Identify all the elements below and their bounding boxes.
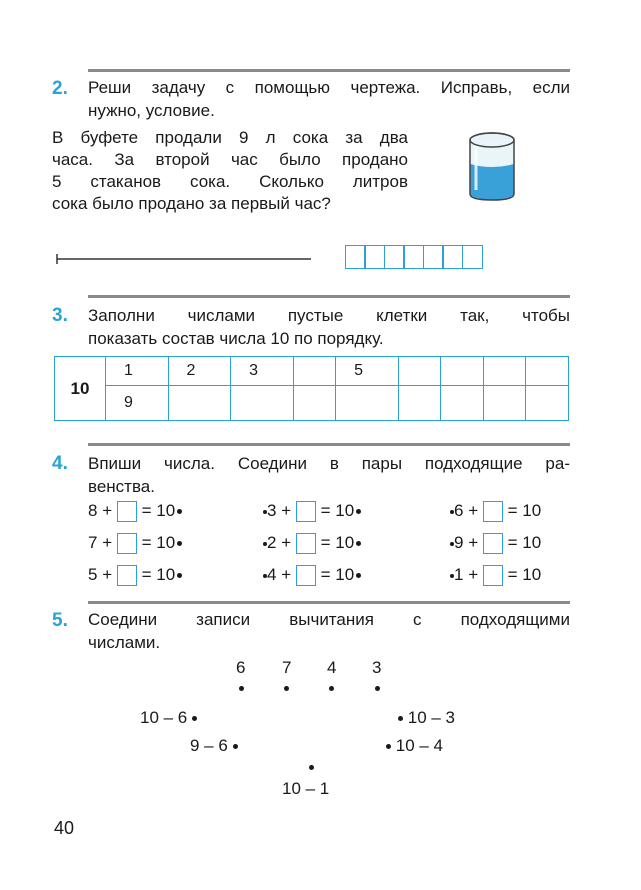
- section-divider: [88, 69, 570, 72]
- answer-number: 4: [327, 658, 337, 677]
- table-cell[interactable]: [441, 386, 484, 421]
- equation-term: 3: [267, 501, 277, 520]
- answer-box[interactable]: [117, 533, 137, 554]
- connect-dot[interactable]: [398, 716, 403, 721]
- task-number: 5.: [52, 610, 68, 631]
- subtraction-expression: 10 – 3: [398, 708, 455, 728]
- equation-result: = 10: [507, 565, 542, 584]
- equation-term: 7: [88, 533, 98, 552]
- equation-term: 4: [267, 565, 277, 584]
- table-cell[interactable]: 9: [106, 386, 169, 421]
- task-instruction-line: Соедини записи вычитания с подходящими: [88, 610, 570, 629]
- connect-dot[interactable]: [309, 765, 314, 770]
- subtraction-expression: 10 – 1: [282, 779, 330, 798]
- answer-cells[interactable]: [346, 245, 483, 269]
- task-instruction-line: Реши задачу с помощью чертежа. Исправь, если: [88, 78, 570, 97]
- equation-operator: +: [102, 533, 113, 552]
- table-cell[interactable]: 3: [231, 357, 294, 386]
- equation-result: = 10: [141, 565, 176, 584]
- equation-result: = 10: [507, 533, 542, 552]
- section-divider: [88, 443, 570, 446]
- equation-term: 5: [88, 565, 98, 584]
- equation: [88, 501, 182, 522]
- subtraction-expression: 10 – 6: [140, 708, 197, 728]
- problem-line: 5 стаканов сока. Сколько литров: [52, 172, 408, 191]
- equation-result: = 10: [320, 533, 355, 552]
- equation-term: 1: [454, 565, 464, 584]
- table-cell[interactable]: [168, 386, 231, 421]
- task-number: 3.: [52, 305, 68, 326]
- task-instruction-line: Заполни числами пустые клетки так, чтобы: [88, 306, 570, 325]
- equation: [263, 533, 361, 554]
- answer-box[interactable]: [296, 501, 316, 522]
- equation: [263, 501, 361, 522]
- answer-box[interactable]: [483, 501, 503, 522]
- connect-dot[interactable]: [284, 686, 289, 691]
- table-cell[interactable]: 2: [168, 357, 231, 386]
- task-instruction-line: Впиши числа. Соедини в пары подходящие ра-: [88, 454, 570, 473]
- juice-jar-icon: [466, 130, 518, 204]
- equation-operator: +: [281, 533, 292, 552]
- table-cell[interactable]: [483, 357, 526, 386]
- answer-number: 3: [372, 658, 382, 677]
- table-header-cell: 10: [55, 357, 106, 421]
- answer-box[interactable]: [483, 533, 503, 554]
- connect-dot[interactable]: [239, 686, 244, 691]
- task-number: 2.: [52, 78, 68, 99]
- table-cell[interactable]: 5: [336, 357, 399, 386]
- connect-dot[interactable]: [192, 716, 197, 721]
- equation-term: 8: [88, 501, 98, 520]
- problem-line: сока было продано за первый час?: [52, 194, 331, 213]
- table-cell[interactable]: [441, 357, 484, 386]
- equation-term: 9: [454, 533, 464, 552]
- table-cell[interactable]: [398, 386, 441, 421]
- subtraction-expression: 10 – 4: [386, 736, 443, 756]
- equation-result: = 10: [320, 565, 355, 584]
- task-number: 4.: [52, 453, 68, 474]
- table-cell[interactable]: [293, 357, 336, 386]
- answer-box[interactable]: [296, 565, 316, 586]
- section-divider: [88, 601, 570, 604]
- table-cell[interactable]: [336, 386, 399, 421]
- equation: [88, 533, 182, 554]
- section-divider: [88, 295, 570, 298]
- equation: [450, 533, 541, 554]
- answer-box[interactable]: [117, 501, 137, 522]
- equation-result: = 10: [141, 533, 176, 552]
- answer-number: 7: [282, 658, 292, 677]
- equation-operator: +: [102, 501, 113, 520]
- connect-dot[interactable]: [177, 541, 182, 546]
- problem-line: В буфете продали 9 л сока за два: [52, 128, 408, 147]
- connect-dot[interactable]: [356, 573, 361, 578]
- task-instruction-line: венства.: [88, 477, 155, 496]
- connect-dot[interactable]: [375, 686, 380, 691]
- equation-term: 2: [267, 533, 277, 552]
- problem-line: часа. За второй час было продано: [52, 150, 408, 169]
- answer-number: 6: [236, 658, 246, 677]
- table-cell[interactable]: [231, 386, 294, 421]
- connect-dot[interactable]: [329, 686, 334, 691]
- equation-term: 6: [454, 501, 464, 520]
- equation-operator: +: [102, 565, 113, 584]
- equation-operator: +: [281, 565, 292, 584]
- task-instruction-line: показать состав числа 10 по порядку.: [88, 329, 384, 348]
- equation: [450, 501, 541, 522]
- connect-dot[interactable]: [356, 541, 361, 546]
- equation-result: = 10: [320, 501, 355, 520]
- equation-operator: +: [468, 533, 479, 552]
- table-cell[interactable]: [526, 357, 569, 386]
- table-cell[interactable]: [398, 357, 441, 386]
- equation-result: = 10: [141, 501, 176, 520]
- equation: [263, 565, 361, 586]
- drawing-segment: [55, 252, 315, 266]
- answer-box[interactable]: [296, 533, 316, 554]
- table-cell[interactable]: [293, 386, 336, 421]
- connect-dot[interactable]: [177, 573, 182, 578]
- equation-operator: +: [468, 501, 479, 520]
- connect-dot[interactable]: [233, 744, 238, 749]
- table-cell[interactable]: 1: [106, 357, 169, 386]
- subtraction-expression: 9 – 6: [190, 736, 238, 756]
- answer-box[interactable]: [483, 565, 503, 586]
- equation: [88, 565, 182, 586]
- table-cell[interactable]: [526, 386, 569, 421]
- equation-operator: +: [281, 501, 292, 520]
- equation: [450, 565, 541, 586]
- task-instruction-line: нужно, условие.: [88, 101, 215, 120]
- connect-dot[interactable]: [177, 509, 182, 514]
- table-cell[interactable]: [483, 386, 526, 421]
- connect-dot[interactable]: [356, 509, 361, 514]
- task-instruction-line: числами.: [88, 633, 161, 652]
- page-number: 40: [54, 818, 75, 838]
- number-composition-table: [54, 356, 569, 421]
- answer-box[interactable]: [117, 565, 137, 586]
- equation-result: = 10: [507, 501, 542, 520]
- equation-operator: +: [468, 565, 479, 584]
- connect-dot[interactable]: [386, 744, 391, 749]
